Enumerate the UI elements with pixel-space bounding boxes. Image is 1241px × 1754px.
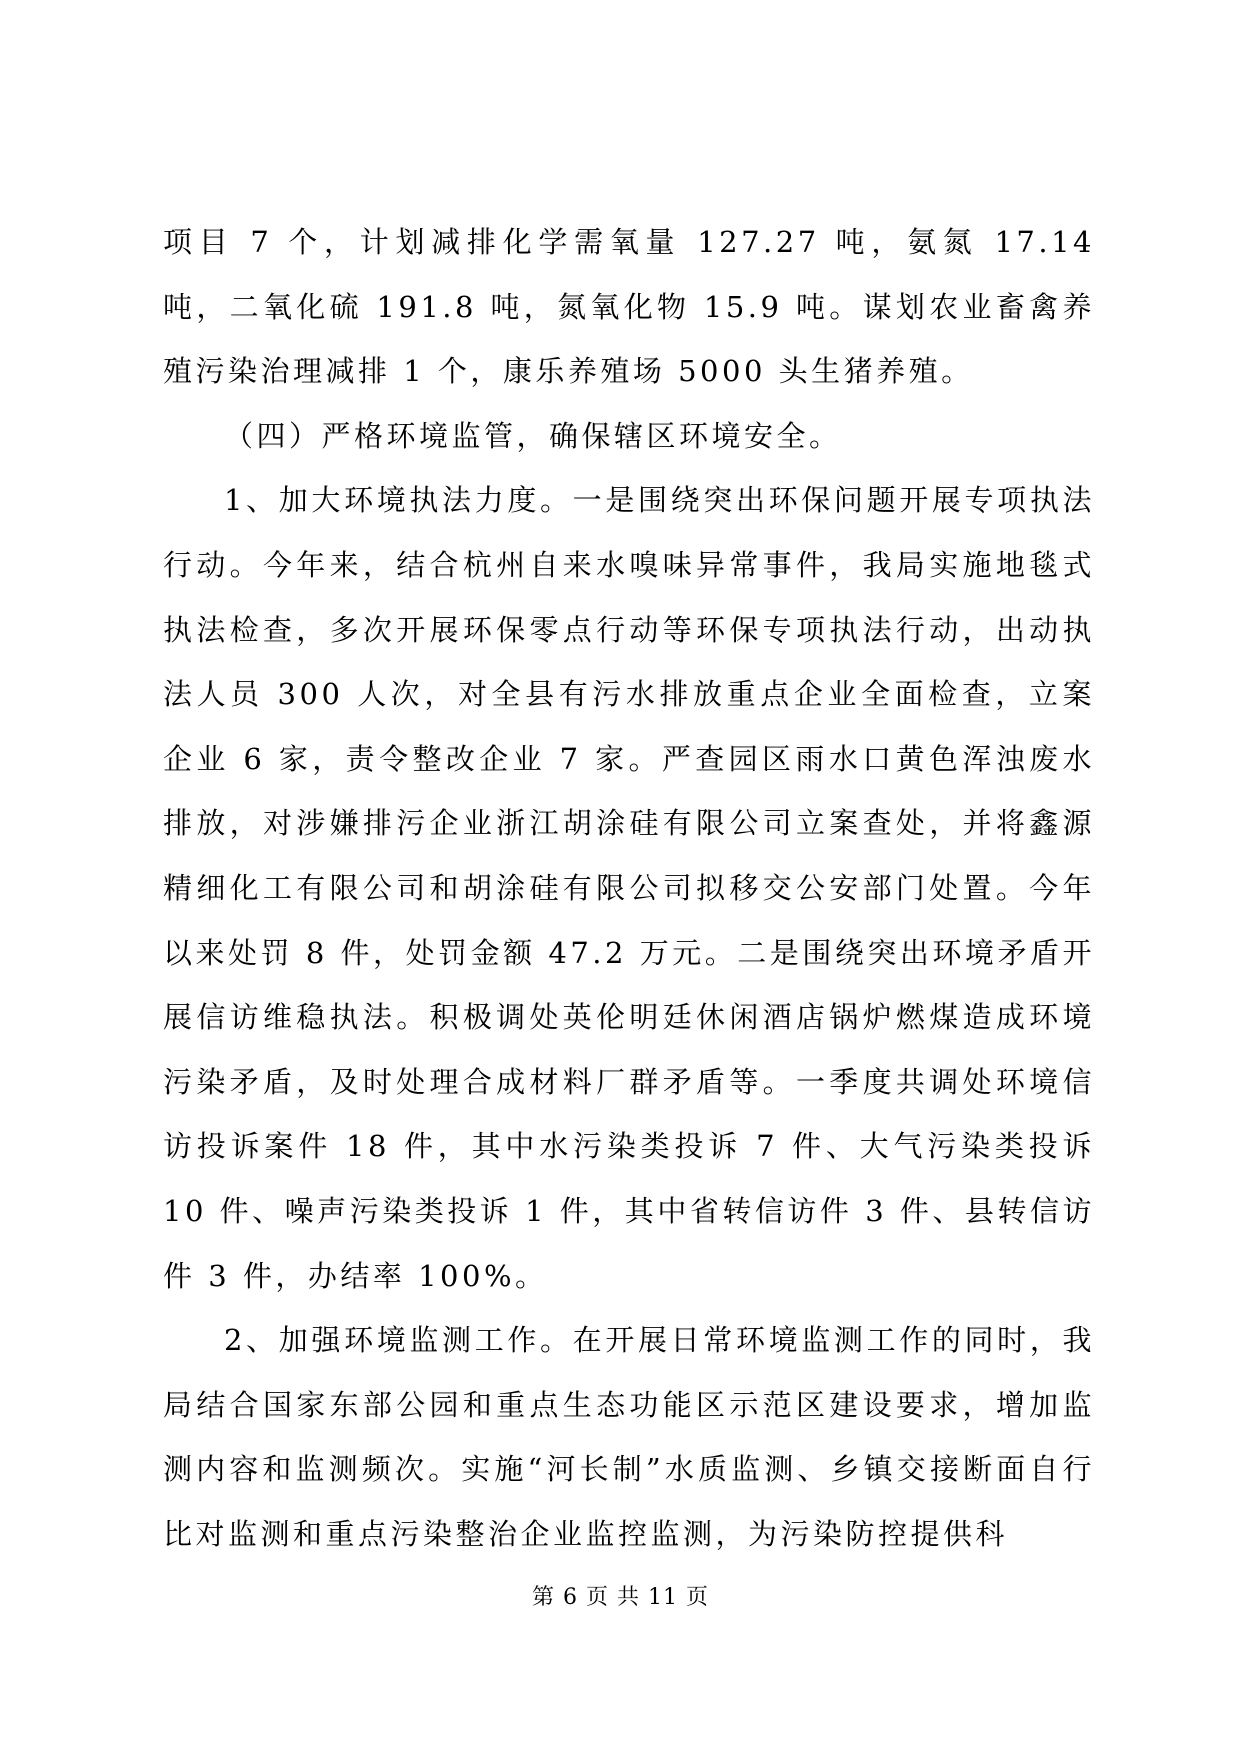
paragraph-continuation: 项目 7 个，计划减排化学需氧量 127.27 吨，氨氮 17.14 吨，二氧化硫 191.8 吨，氮氧化物 15.9 吨。谋划农业畜禽养殖污染治理减排 1 个，康乐养殖场 5000 头生猪养殖。: [163, 225, 1095, 389]
page-number-footer: 第 6 页 共 11 页: [532, 1585, 709, 1610]
document-body: [163, 210, 1095, 1566]
paragraph-monitoring: 2、加强环境监测工作。在开展日常环境监测工作的同时，我局结合国家东部公园和重点生态功能区示范区建设要求，增加监测内容和监测频次。实施“河长制”水质监测、乡镇交接断面自行比对监测和重点污染整治企业监控监测，为污染防控提供科: [163, 1323, 1095, 1551]
paragraph-enforcement: 1、加大环境执法力度。一是围绕突出环保问题开展专项执法行动。今年来，结合杭州自来水嗅味异常事件，我局实施地毯式执法检查，多次开展环保零点行动等环保专项执法行动，出动执法人员 300 人次，对全县有污水排放重点企业全面检查，立案企业 6 家，责令整改企业 7 家。严查园区雨水口黄色浑浊废水排放，对涉嫌排污企业浙江胡涂硅有限公司立案查处，并将鑫源精细化工有限公司和胡涂硅有限公司拟移交公安部门处置。今年以来处罚 8 件，处罚金额 47.2 万元。二是围绕突出环境矛盾开展信访维稳执法。积极调处英伦明廷休闲酒店锅炉燃煤造成环境污染矛盾，及时处理合成材料厂群矛盾等。一季度共调处环境信访投诉案件 18 件，其中水污染类投诉 7 件、大气污染类投诉 10 件、噪声污染类投诉 1 件，其中省转信访件 3 件、县转信访件 3 件，办结率 100%。: [163, 483, 1095, 1293]
section-heading: （四）严格环境监管，确保辖区环境安全。: [224, 418, 842, 453]
